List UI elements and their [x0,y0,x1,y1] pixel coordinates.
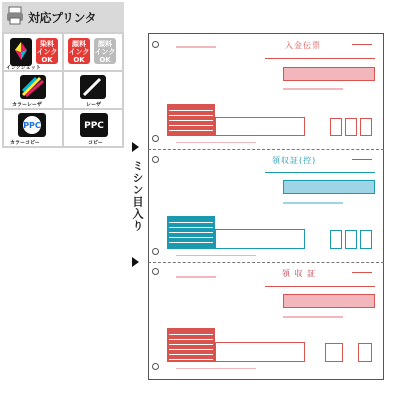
form-3-stamp-box [325,343,343,362]
dye-ink-ok-icon: 染料 インク OK [36,40,58,64]
printer-compat-grid [2,32,124,148]
form-1-note-line [283,88,343,90]
form-3-line [265,286,375,287]
form-1-no-line [352,44,372,45]
printer-icon [6,6,24,26]
form-2-line [265,172,375,173]
inkjet-label: インクジェット [6,65,41,71]
form-3-amount-box [283,294,375,308]
perforation-line [148,262,384,263]
form-1-stamp-box [345,118,357,136]
form-1-stamp-box [360,118,372,136]
color-laser-icon [20,75,46,99]
form-1-footer-line [176,142,256,143]
form-2-stamp-box [360,230,372,249]
punch-hole [152,248,159,255]
laser-cell [63,71,123,109]
punch-hole [152,268,159,275]
form-2-no-line [352,159,372,160]
color-copy-icon [18,113,46,137]
form-1-address-box [215,117,305,136]
copy-icon [80,113,108,137]
form-3-address-box [215,342,305,362]
color-laser-cell [3,71,63,109]
form-3-table [167,328,215,362]
copy-cell [63,109,123,147]
punch-hole [152,41,159,48]
form-2-title: 領収証(控) [272,156,317,165]
copy-label: コピー [88,140,103,146]
form-3-note-line [283,316,343,318]
perforation-line [148,149,384,150]
svg-text:PPC: PPC [84,121,104,131]
form-3-no-line [352,272,372,273]
form-1-header-line [176,46,216,48]
form-1-stamp-box [330,118,342,136]
form-1-table [167,104,215,136]
pigment-ink-ok-icon: 顔料 インク OK [68,40,90,64]
pigment-cell [63,33,123,71]
pigment-ink-alt-icon: 顔料 インク OK [94,40,116,64]
color-copy-cell [3,109,63,147]
punch-hole [152,363,159,370]
form-2-stamp-box [345,230,357,249]
form-2-note-line [283,202,343,204]
form-2-amount-box [283,180,375,194]
inkjet-cell [3,33,63,71]
form-1-title: 入金伝票 [285,41,321,50]
form-3-stamp-box [358,343,372,362]
svg-text:PPC: PPC [23,121,41,130]
color-copy-label: カラーコピー [10,140,40,146]
form-1-amount-box [283,67,375,81]
form-2-table [167,216,215,249]
form-3-header-line [176,276,216,278]
form-2-footer-line [176,255,256,256]
form-3-title: 領 収 証 [282,269,317,278]
inkjet-icon [10,38,32,66]
punch-hole [152,156,159,163]
laser-label: レーザ [86,102,102,108]
laser-icon [80,75,106,99]
perforation-label: ミシン目入り [131,160,144,232]
form-3-footer-line [176,368,256,369]
printer-panel-header [2,2,124,32]
perforation-marker-2 [132,257,139,267]
form-2-stamp-box [330,230,342,249]
form-2-address-box [215,229,305,249]
color-laser-label: カラーレーザ [12,102,42,108]
perforation-marker-1 [132,142,139,152]
printer-panel-title: 対応プリンタ [28,10,97,25]
punch-hole [152,135,159,142]
form-1-line [265,58,375,59]
